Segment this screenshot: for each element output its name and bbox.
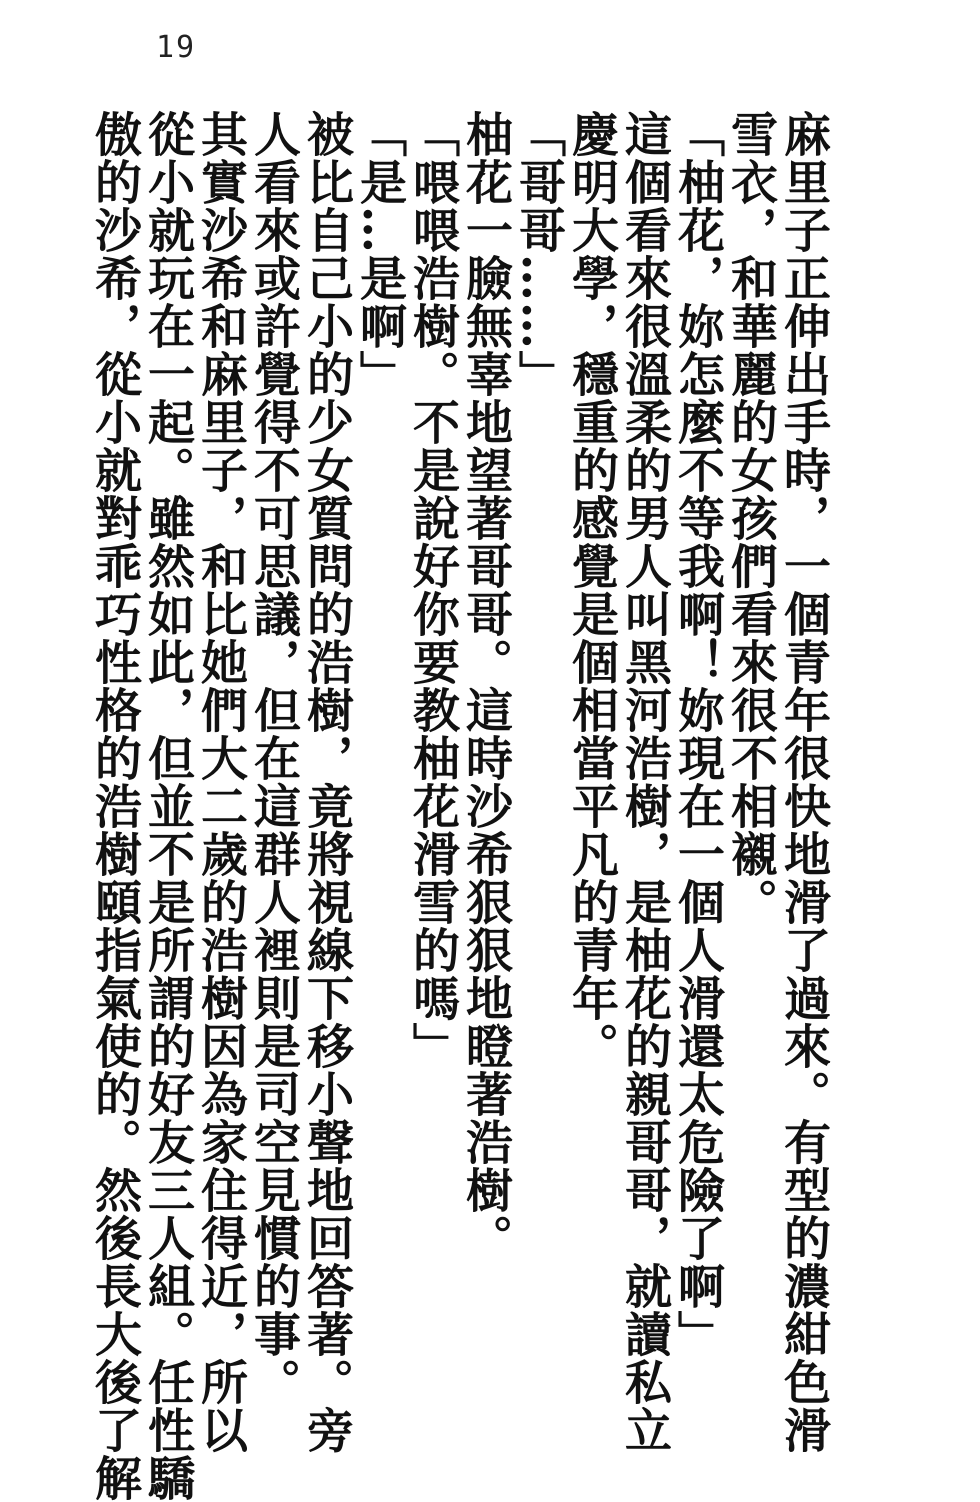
text-column: 人看來或許覺得不可思議，但在這群人裡則是司空見慣的事。 <box>246 110 301 1406</box>
text-column: 傲的沙希，從小就對乖巧性格的浩樹頤指氣使的。然後長大後了解 <box>87 110 142 1502</box>
text-column: 這個看來很溫柔的男人叫黑河浩樹，是柚花的親哥哥，就讀私立 <box>617 110 672 1454</box>
text-column: 被比自己小的少女質問的浩樹，竟將視線下移小聲地回答著。旁 <box>299 110 354 1454</box>
text-column: 「哥哥……」 <box>511 110 566 398</box>
text-column: 慶明大學，穩重的感覺是個相當平凡的青年。 <box>564 110 619 1070</box>
text-column: 柚花一臉無辜地望著哥哥。這時沙希狠狠地瞪著浩樹。 <box>458 110 513 1262</box>
text-column: 雪衣，和華麗的女孩們看來很不相襯。 <box>723 110 778 926</box>
text-column: 其實沙希和麻里子，和比她們大二歲的浩樹因為家住得近，所以 <box>193 110 248 1454</box>
text-column: 麻里子正伸出手時，一個青年很快地滑了過來。有型的濃紺色滑 <box>776 110 831 1454</box>
text-column: 「柚花，妳怎麼不等我啊！妳現在一個人滑還太危險了啊」 <box>670 110 725 1358</box>
text-column: 「喂喂浩樹。不是說好你要教柚花滑雪的嗎」 <box>405 110 460 1070</box>
body-text <box>87 110 831 1502</box>
page-number: 19 <box>156 30 197 65</box>
text-column: 從小就玩在一起。雖然如此，但並不是所謂的好友三人組。任性驕 <box>140 110 195 1502</box>
text-column: 「是…是啊」 <box>352 110 407 398</box>
